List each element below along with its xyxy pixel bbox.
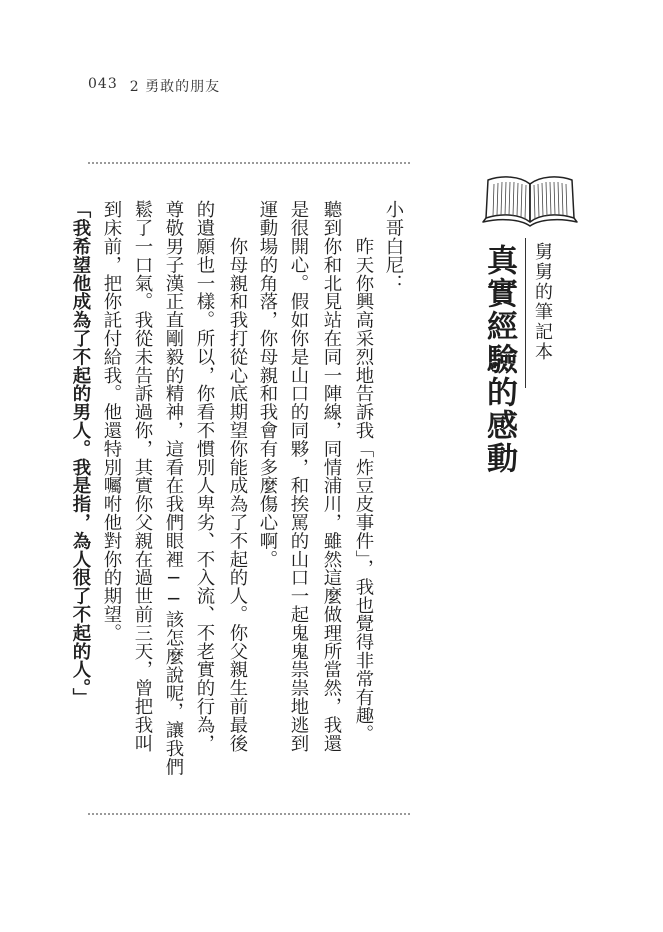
chapter-title: 2 勇敢的朋友	[129, 79, 221, 95]
letter-column-emphasis: 「我希望他成為了不起的男人。我是指，為人很了不起的人。」	[70, 200, 91, 706]
running-header	[88, 76, 220, 96]
sidebar-rule	[525, 238, 526, 388]
letter-column: 你母親和我打從心底期望你能成為了不起的人。你父親生前最後	[227, 200, 248, 752]
section-title: 真實經驗的感動	[481, 244, 517, 475]
bottom-dotted-divider	[88, 813, 410, 815]
letter-column: 是很開心。假如你是山口的同夥，和挨罵的山口一起鬼鬼祟祟地逃到	[288, 200, 309, 752]
letter-column: 的遺願也一樣。所以，你看不慣別人卑劣、不入流、不老實的行為，	[194, 200, 215, 752]
letter-column: 小哥白尼：	[383, 200, 404, 292]
letter-column: 運動場的角落，你母親和我會有多麼傷心啊。	[257, 200, 278, 568]
open-book-icon	[480, 170, 580, 236]
letter-column: 尊敬男子漢正直剛毅的精神，這看在我們眼裡──該怎麼說呢，讓我們	[163, 200, 184, 776]
top-dotted-divider	[88, 162, 410, 164]
letter-column: 鬆了一口氣。我從未告訴過你，其實你父親在過世前三天，曾把我叫	[132, 200, 153, 752]
page-number: 043	[88, 76, 118, 92]
letter-column: 到床前，把你託付給我。他還特別囑咐他對你的期望。	[101, 200, 122, 642]
letter-column: 昨天你興高采烈地告訴我「炸豆皮事件」，我也覺得非常有趣。	[353, 200, 374, 743]
sidebar-label: 舅舅的筆記本	[532, 242, 553, 362]
letter-column: 聽到你和北見站在同一陣線，同情浦川，雖然這麼做理所當然，我還	[321, 200, 342, 752]
